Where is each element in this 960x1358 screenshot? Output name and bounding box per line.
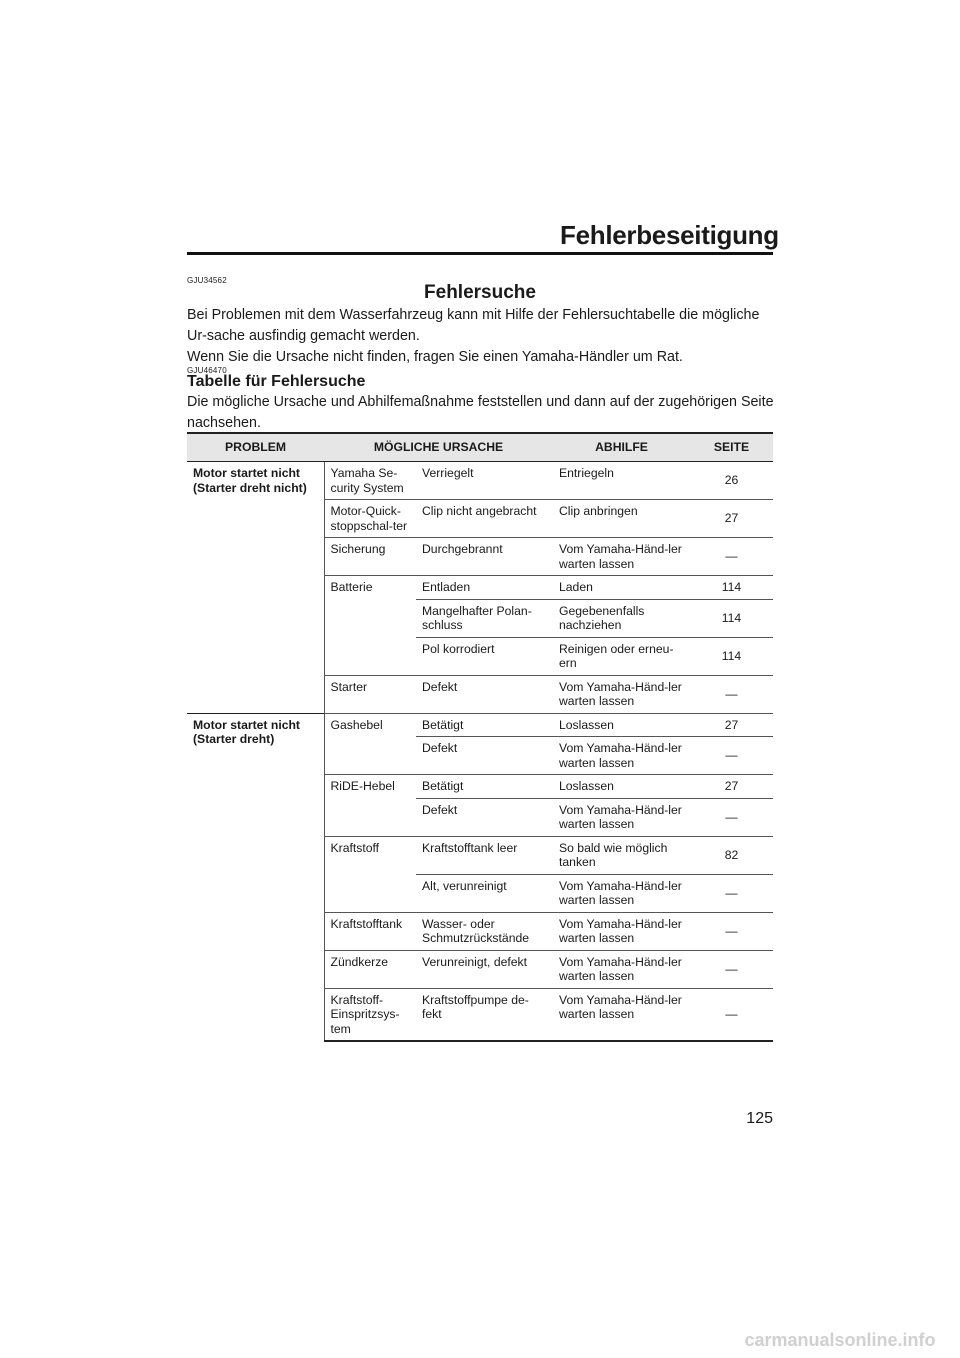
subsection-intro: Die mögliche Ursache und Abhilfemaßnahme feststellen und dann auf der zugehörigen Seite nachsehen. bbox=[187, 394, 774, 431]
condition-cell: Kraftstofftank leer bbox=[416, 836, 553, 874]
problem-cell: Motor startet nicht (Starter dreht) bbox=[187, 713, 324, 1041]
remedy-cell: Gegebenenfalls nachziehen bbox=[553, 599, 690, 637]
troubleshooting-table bbox=[187, 432, 773, 1042]
table-header-row bbox=[187, 433, 773, 462]
remedy-cell: Vom Yamaha-Händ-ler warten lassen bbox=[553, 675, 690, 713]
remedy-cell: Vom Yamaha-Händ-ler warten lassen bbox=[553, 950, 690, 988]
table-row bbox=[187, 462, 773, 500]
remedy-cell: Vom Yamaha-Händ-ler warten lassen bbox=[553, 538, 690, 576]
page-cell: 27 bbox=[690, 713, 773, 737]
condition-cell: Entladen bbox=[416, 576, 553, 600]
header-cause: MÖGLICHE URSACHE bbox=[324, 433, 553, 462]
header-problem: PROBLEM bbox=[187, 433, 324, 462]
page-cell: 114 bbox=[690, 599, 773, 637]
page-cell: — bbox=[690, 874, 773, 912]
remedy-cell: Entriegeln bbox=[553, 462, 690, 500]
header-page: SEITE bbox=[690, 433, 773, 462]
component-cell: Batterie bbox=[324, 576, 416, 676]
subsection-title: Tabelle für Fehlersuche bbox=[187, 373, 366, 390]
section-code: GJU34562 bbox=[187, 276, 227, 285]
page-cell: 82 bbox=[690, 836, 773, 874]
condition-cell: Pol korrodiert bbox=[416, 637, 553, 675]
component-cell: Kraftstoff-Einspritzsys-tem bbox=[324, 988, 416, 1041]
remedy-cell: Vom Yamaha-Händ-ler warten lassen bbox=[553, 874, 690, 912]
condition-cell: Alt, verunreinigt bbox=[416, 874, 553, 912]
subsection-code: GJU46470 bbox=[187, 366, 227, 375]
component-cell: Kraftstoff bbox=[324, 836, 416, 912]
remedy-cell: Reinigen oder erneu-ern bbox=[553, 637, 690, 675]
condition-cell: Verriegelt bbox=[416, 462, 553, 500]
condition-cell: Defekt bbox=[416, 737, 553, 775]
condition-cell: Wasser- oder Schmutzrückstände bbox=[416, 912, 553, 950]
section-paragraph-1: Bei Problemen mit dem Wasserfahrzeug kann mit Hilfe der Fehlersuchtabelle die mögliche Ur-sache ausfindig gemacht werden. bbox=[187, 307, 760, 344]
remedy-cell: Vom Yamaha-Händ-ler warten lassen bbox=[553, 798, 690, 836]
page-number: 125 bbox=[746, 1110, 773, 1127]
remedy-cell: So bald wie möglich tanken bbox=[553, 836, 690, 874]
component-cell: Yamaha Se-curity System bbox=[324, 462, 416, 500]
page-cell: 114 bbox=[690, 576, 773, 600]
header-divider bbox=[187, 252, 773, 255]
condition-cell: Defekt bbox=[416, 798, 553, 836]
page-cell: — bbox=[690, 912, 773, 950]
page-cell: — bbox=[690, 950, 773, 988]
problem-cell: Motor startet nicht (Starter dreht nicht) bbox=[187, 462, 324, 714]
remedy-cell: Vom Yamaha-Händ-ler warten lassen bbox=[553, 988, 690, 1041]
component-cell: Motor-Quick-stoppschal-ter bbox=[324, 500, 416, 538]
component-cell: RiDE-Hebel bbox=[324, 775, 416, 837]
page-header-title: Fehlerbeseitigung bbox=[560, 220, 779, 250]
page-cell: — bbox=[690, 798, 773, 836]
header-remedy: ABHILFE bbox=[553, 433, 690, 462]
section-title: Fehlersuche bbox=[424, 282, 536, 303]
condition-cell: Verunreinigt, defekt bbox=[416, 950, 553, 988]
component-cell: Gashebel bbox=[324, 713, 416, 775]
section-paragraph-2: Wenn Sie die Ursache nicht finden, fragen Sie einen Yamaha-Händler um Rat. bbox=[187, 349, 683, 365]
condition-cell: Mangelhafter Polan-schluss bbox=[416, 599, 553, 637]
page-cell: 27 bbox=[690, 775, 773, 799]
page-cell: — bbox=[690, 737, 773, 775]
remedy-cell: Loslassen bbox=[553, 775, 690, 799]
table-row bbox=[187, 713, 773, 737]
condition-cell: Betätigt bbox=[416, 713, 553, 737]
condition-cell: Defekt bbox=[416, 675, 553, 713]
component-cell: Sicherung bbox=[324, 538, 416, 576]
page-cell: — bbox=[690, 538, 773, 576]
condition-cell: Betätigt bbox=[416, 775, 553, 799]
watermark: carmanualsonline.info bbox=[744, 1330, 936, 1350]
page-cell: 26 bbox=[690, 462, 773, 500]
component-cell: Zündkerze bbox=[324, 950, 416, 988]
condition-cell: Kraftstoffpumpe de-fekt bbox=[416, 988, 553, 1041]
page-cell: 114 bbox=[690, 637, 773, 675]
page-cell: — bbox=[690, 988, 773, 1041]
remedy-cell: Vom Yamaha-Händ-ler warten lassen bbox=[553, 912, 690, 950]
condition-cell: Clip nicht angebracht bbox=[416, 500, 553, 538]
remedy-cell: Laden bbox=[553, 576, 690, 600]
page-cell: — bbox=[690, 675, 773, 713]
condition-cell: Durchgebrannt bbox=[416, 538, 553, 576]
remedy-cell: Vom Yamaha-Händ-ler warten lassen bbox=[553, 737, 690, 775]
page-cell: 27 bbox=[690, 500, 773, 538]
component-cell: Starter bbox=[324, 675, 416, 713]
component-cell: Kraftstofftank bbox=[324, 912, 416, 950]
remedy-cell: Clip anbringen bbox=[553, 500, 690, 538]
remedy-cell: Loslassen bbox=[553, 713, 690, 737]
